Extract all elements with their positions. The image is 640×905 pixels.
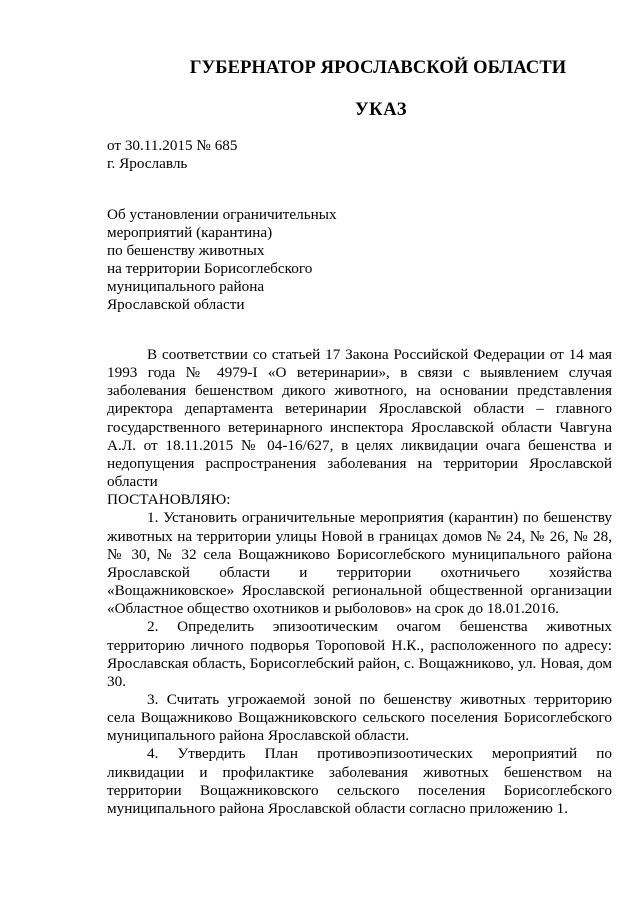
subject-line: по бешенству животных [107,242,265,260]
preamble-paragraph: В соответствии со статьей 17 Закона Российской Федерации от 14 мая 1993 года № 4979-I «О ветеринарии», в связи с выявлением случая заболевания бешенством дикого животного, на основании представления директора департамента ветеринарии Ярославской области – главного государственного ветеринарного инспектора Ярославской области Чавгуна А.Л. от 18.11.2015 № 04-16/627, в целях ликвидации очага бешенства и недопущения распространения заболевания на территории Ярославской области [107,346,612,491]
subject-line: Об установлении ограничительных [107,206,337,223]
decree-meta [107,137,237,173]
decree-subject [107,206,367,315]
subject-line: муниципального района [107,278,265,296]
subject-line: на территории Борисоглебского [107,260,313,278]
decree-item-1: 1. Установить ограничительные мероприятия (карантин) по бешенству животных на территории улицы Новой в границах домов № 24, № 26, № 28, № 30, № 32 села Вощажниково Борисоглебского муниципального района Ярославской области и территории охотничьего хозяйства «Вощажниковское» Ярославской региональной общественной организации «Областное общество охотников и рыболовов» на срок до 18.01.2016. [107,509,612,618]
decree-date-number: от 30.11.2015 № 685 [107,137,238,154]
decree-city: г. Ярославль [107,155,188,172]
governor-title: ГУБЕРНАТОР ЯРОСЛАВСКОЙ ОБЛАСТИ [189,58,567,78]
decree-item-2: 2. Определить эпизоотическим очагом бешенства животных территорию личного подворья Тороповой Н.К., расположенного по адресу: Ярославская область, Борисоглебский район, с. Вощажниково, ул. Новая, дом 30. [107,618,612,690]
decree-title: УКАЗ [355,100,408,120]
subject-line: мероприятий (карантина) [107,224,273,242]
resolve-word: ПОСТАНОВЛЯЮ: [107,491,231,509]
decree-body [107,346,612,818]
decree-item-4: 4. Утвердить План противоэпизоотических мероприятий по ликвидации и профилактике заболевания животных бешенством на территории Вощажниковского сельского поселения Борисоглебского муниципального района Ярославской области согласно приложению 1. [107,745,612,817]
decree-item-3: 3. Считать угрожаемой зоной по бешенству животных территорию села Вощажниково Вощажниковского сельского поселения Борисоглебского муниципального района Ярославской области. [107,690,612,745]
subject-line: Ярославской области [107,296,245,314]
